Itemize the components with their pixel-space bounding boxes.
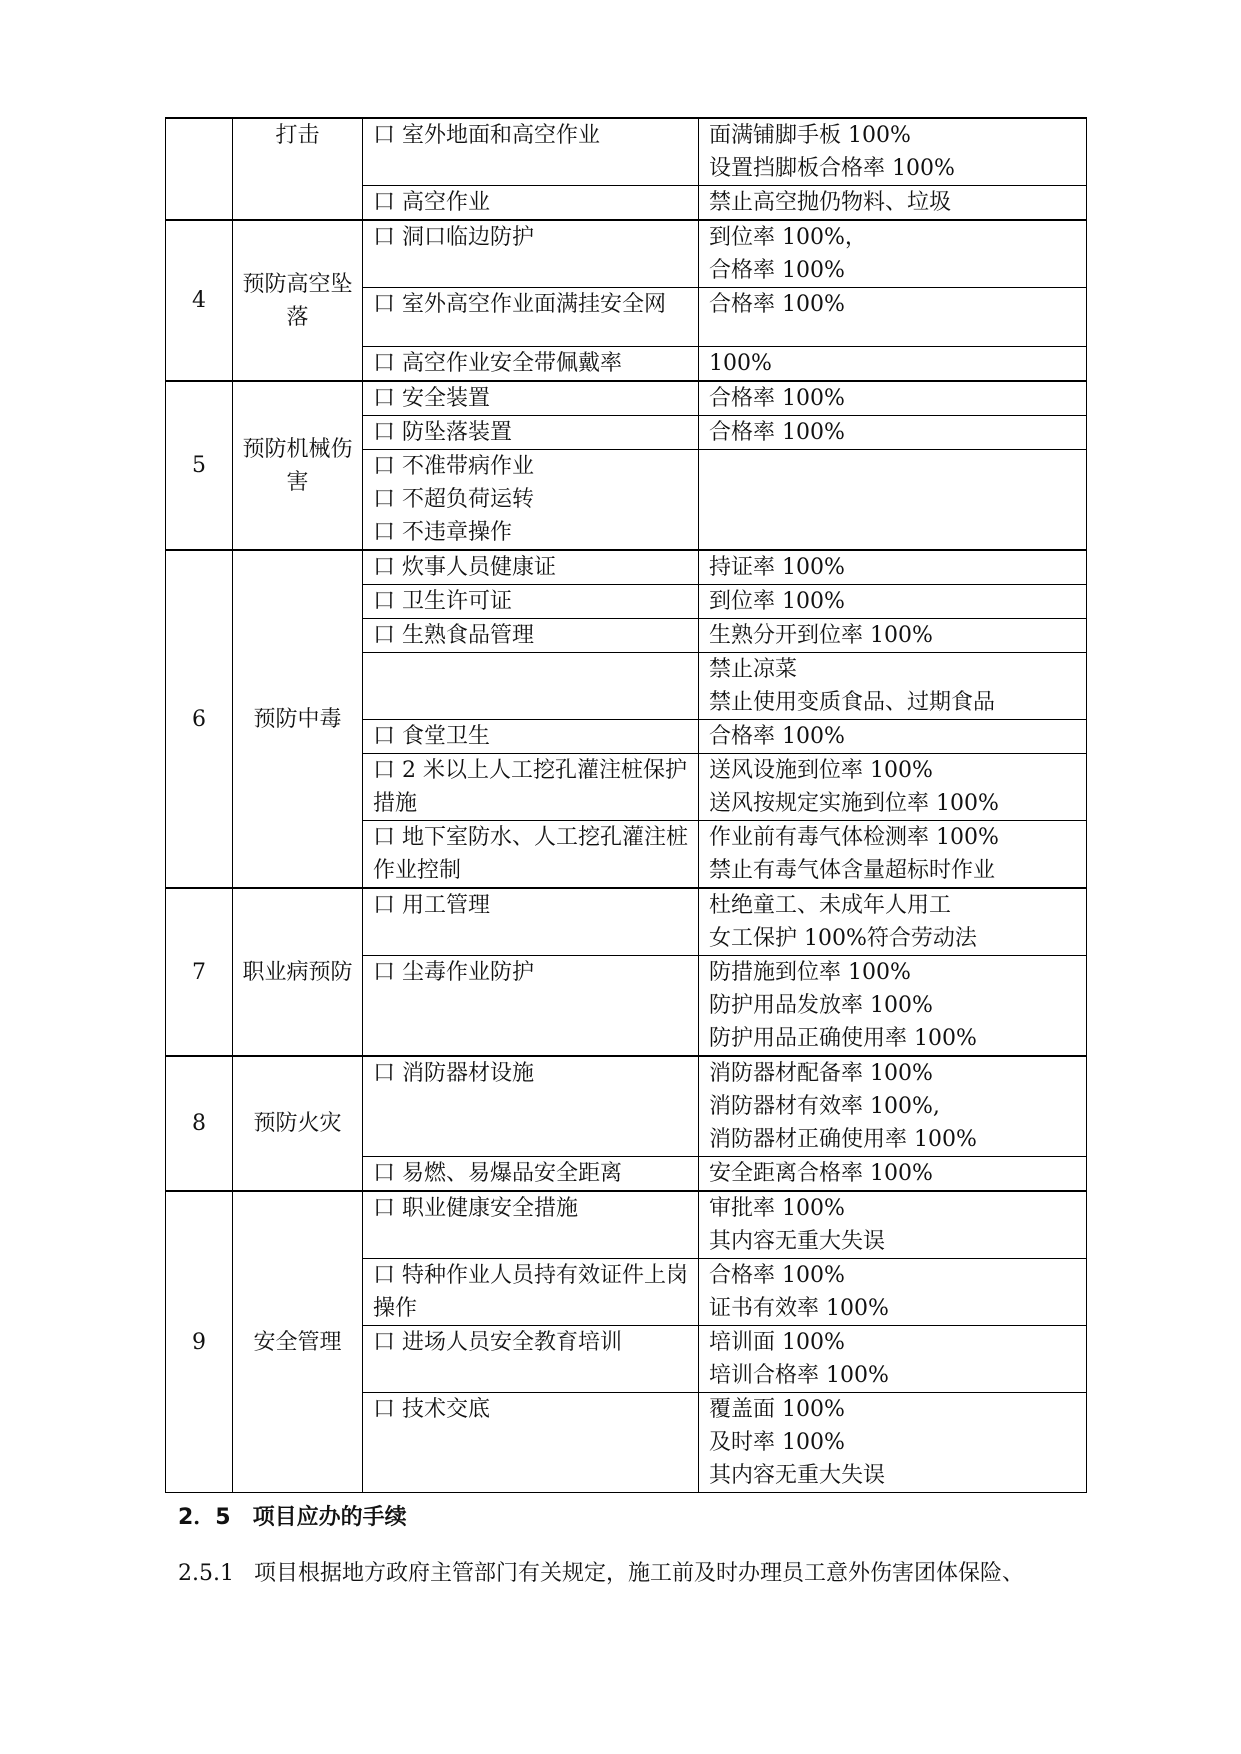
criteria-cell	[699, 288, 1087, 347]
measure-item: 口 不超负荷运转	[373, 487, 534, 512]
criteria-text: 防护用品发放率 100%	[709, 993, 933, 1018]
table-row	[166, 220, 1087, 288]
measure-item: 口 进场人员安全教育培训	[373, 1330, 622, 1355]
criteria-text: 其内容无重大失误	[709, 1463, 886, 1488]
category-cell	[233, 1191, 363, 1493]
measure-item: 口 用工管理	[373, 893, 490, 918]
category-cell	[233, 1056, 363, 1191]
criteria-text: 送风设施到位率 100%	[709, 758, 933, 783]
row-number-cell	[166, 381, 233, 550]
criteria-text: 防护用品正确使用率 100%	[709, 1026, 977, 1051]
category-cell	[233, 118, 363, 220]
measure-item: 口 食堂卫生	[373, 724, 490, 749]
criteria-text: 合格率 100%	[709, 724, 845, 749]
criteria-cell	[699, 1191, 1087, 1259]
row-number: 4	[192, 288, 206, 313]
criteria-text: 面满铺脚手板 100%	[709, 123, 911, 148]
measure-item: 口 2 米以上人工挖孔灌注桩保护措施	[373, 758, 687, 816]
measure-item: 口 室外高空作业面满挂安全网	[373, 292, 666, 317]
measure-item-cell	[363, 550, 699, 585]
measure-item-cell	[363, 720, 699, 754]
criteria-text: 杜绝童工、未成年人用工	[709, 893, 952, 918]
measure-item: 口 不违章操作	[373, 520, 512, 545]
measure-item-cell	[363, 220, 699, 288]
table-row	[166, 1191, 1087, 1259]
measure-item-cell	[363, 1056, 699, 1157]
criteria-text: 禁止使用变质食品、过期食品	[709, 690, 996, 715]
criteria-cell	[699, 1157, 1087, 1192]
criteria-text: 及时率 100%	[709, 1430, 845, 1455]
criteria-text: 合格率 100%	[709, 386, 845, 411]
criteria-cell	[699, 347, 1087, 382]
criteria-cell	[699, 821, 1087, 889]
measure-item-cell	[363, 956, 699, 1057]
criteria-cell	[699, 1393, 1087, 1493]
safety-measures-table	[165, 117, 1087, 1493]
measure-item-cell	[363, 118, 699, 186]
measure-item-cell	[363, 416, 699, 450]
measure-item-cell	[363, 288, 699, 347]
row-number: 8	[192, 1111, 206, 1136]
section-heading	[178, 1502, 407, 1534]
category-label: 预防火灾	[253, 1111, 342, 1136]
row-number: 6	[192, 706, 206, 732]
row-number-cell	[166, 118, 233, 220]
criteria-text: 设置挡脚板合格率 100%	[709, 156, 955, 181]
measure-item: 口 高空作业	[373, 190, 490, 215]
row-number-cell	[166, 888, 233, 1056]
section-title: 项目应办的手续	[252, 1505, 407, 1530]
table-row	[166, 888, 1087, 956]
criteria-text: 合格率 100%	[709, 420, 845, 445]
criteria-cell	[699, 956, 1087, 1057]
criteria-cell	[699, 381, 1087, 416]
category-label: 预防机械伤害	[242, 436, 353, 495]
table-row	[166, 118, 1087, 186]
criteria-text: 其内容无重大失误	[709, 1229, 886, 1254]
measure-item: 口 防坠落装置	[373, 420, 512, 445]
measure-item: 口 洞口临边防护	[373, 225, 534, 250]
measure-item-cell	[363, 619, 699, 653]
measure-item: 口 职业健康安全措施	[373, 1196, 578, 1221]
category-cell	[233, 888, 363, 1056]
criteria-cell	[699, 450, 1087, 551]
measure-item-cell	[363, 1326, 699, 1393]
criteria-cell	[699, 585, 1087, 619]
criteria-cell	[699, 888, 1087, 956]
criteria-text: 培训面 100%	[709, 1330, 845, 1355]
paragraph-text: 项目根据地方政府主管部门有关规定，施工前及时办理员工意外伤害团体保险、	[253, 1561, 1024, 1586]
criteria-text: 女工保护 100%符合劳动法	[709, 926, 977, 951]
measure-item-cell	[363, 347, 699, 382]
measure-item: 口 易燃、易爆品安全距离	[373, 1161, 622, 1186]
criteria-text: 合格率 100%	[709, 1263, 845, 1288]
section-number: 2．5	[178, 1505, 231, 1530]
criteria-cell	[699, 1056, 1087, 1157]
category-cell	[233, 550, 363, 888]
paragraph-number: 2.5.1	[178, 1561, 234, 1586]
row-number: 9	[192, 1329, 206, 1355]
criteria-text: 到位率 100%	[709, 589, 845, 614]
row-number-cell	[166, 1056, 233, 1191]
measure-item-cell	[363, 381, 699, 416]
measure-item: 口 安全装置	[373, 386, 490, 411]
measure-item: 口 消防器材设施	[373, 1061, 534, 1086]
criteria-text: 送风按规定实施到位率 100%	[709, 791, 999, 816]
criteria-cell	[699, 619, 1087, 653]
criteria-text: 100%	[709, 351, 772, 376]
criteria-text: 作业前有毒气体检测率 100%	[709, 825, 999, 850]
measure-item-cell	[363, 1157, 699, 1192]
criteria-text: 消防器材配备率 100%	[709, 1061, 933, 1086]
criteria-cell	[699, 720, 1087, 754]
measure-item: 口 尘毒作业防护	[373, 960, 534, 985]
category-label: 安全管理	[253, 1329, 342, 1355]
measure-item: 口 不准带病作业	[373, 454, 534, 479]
criteria-text: 合格率 100%	[709, 258, 845, 283]
measure-item-cell	[363, 888, 699, 956]
measure-item-cell	[363, 821, 699, 889]
category-label: 预防中毒	[253, 706, 342, 732]
measure-item-cell	[363, 1191, 699, 1259]
criteria-cell	[699, 653, 1087, 720]
criteria-cell	[699, 186, 1087, 221]
body-paragraph	[178, 1558, 1138, 1590]
table-row	[166, 1056, 1087, 1157]
measure-item: 口 技术交底	[373, 1397, 490, 1422]
category-label: 打击	[275, 123, 320, 148]
criteria-cell	[699, 754, 1087, 821]
measure-item: 口 生熟食品管理	[373, 623, 534, 648]
row-number-cell	[166, 220, 233, 381]
row-number: 5	[192, 453, 206, 478]
measure-item-cell	[363, 186, 699, 221]
category-label: 预防高空坠落	[242, 271, 353, 330]
criteria-text: 防措施到位率 100%	[709, 960, 911, 985]
measure-item-cell	[363, 754, 699, 821]
category-cell	[233, 381, 363, 550]
measure-item-cell	[363, 653, 699, 720]
criteria-text: 到位率 100%，	[709, 225, 867, 250]
criteria-text: 禁止有毒气体含量超标时作业	[709, 858, 996, 883]
criteria-cell	[699, 416, 1087, 450]
criteria-text: 合格率 100%	[709, 292, 845, 317]
criteria-cell	[699, 220, 1087, 288]
measure-item: 口 地下室防水、人工挖孔灌注桩作业控制	[373, 825, 688, 883]
measure-item: 口 室外地面和高空作业	[373, 123, 600, 148]
criteria-text: 培训合格率 100%	[709, 1363, 889, 1388]
measure-item: 口 高空作业安全带佩戴率	[373, 351, 622, 376]
measure-item-cell	[363, 450, 699, 551]
criteria-text: 审批率 100%	[709, 1196, 845, 1221]
criteria-text: 禁止凉菜	[709, 657, 798, 682]
criteria-text: 持证率 100%	[709, 555, 845, 580]
measure-item-cell	[363, 1393, 699, 1493]
category-cell	[233, 220, 363, 381]
criteria-text: 禁止高空抛仍物料、垃圾	[709, 190, 952, 215]
row-number-cell	[166, 550, 233, 888]
criteria-text: 消防器材有效率 100%,	[709, 1094, 940, 1119]
measure-item: 口 炊事人员健康证	[373, 555, 556, 580]
measure-item: 口 卫生许可证	[373, 589, 512, 614]
row-number: 7	[192, 959, 206, 985]
criteria-cell	[699, 118, 1087, 186]
table-row	[166, 550, 1087, 585]
criteria-text: 安全距离合格率 100%	[709, 1161, 933, 1186]
criteria-cell	[699, 1259, 1087, 1326]
criteria-cell	[699, 1326, 1087, 1393]
criteria-text: 生熟分开到位率 100%	[709, 623, 933, 648]
row-number-cell	[166, 1191, 233, 1493]
category-label: 职业病预防	[242, 959, 353, 985]
criteria-text: 消防器材正确使用率 100%	[709, 1127, 977, 1152]
criteria-text: 证书有效率 100%	[709, 1296, 889, 1321]
measure-item-cell	[363, 585, 699, 619]
criteria-cell	[699, 550, 1087, 585]
table-row	[166, 381, 1087, 416]
measure-item-cell	[363, 1259, 699, 1326]
criteria-text: 覆盖面 100%	[709, 1397, 845, 1422]
measure-item: 口 特种作业人员持有效证件上岗操作	[373, 1263, 688, 1321]
